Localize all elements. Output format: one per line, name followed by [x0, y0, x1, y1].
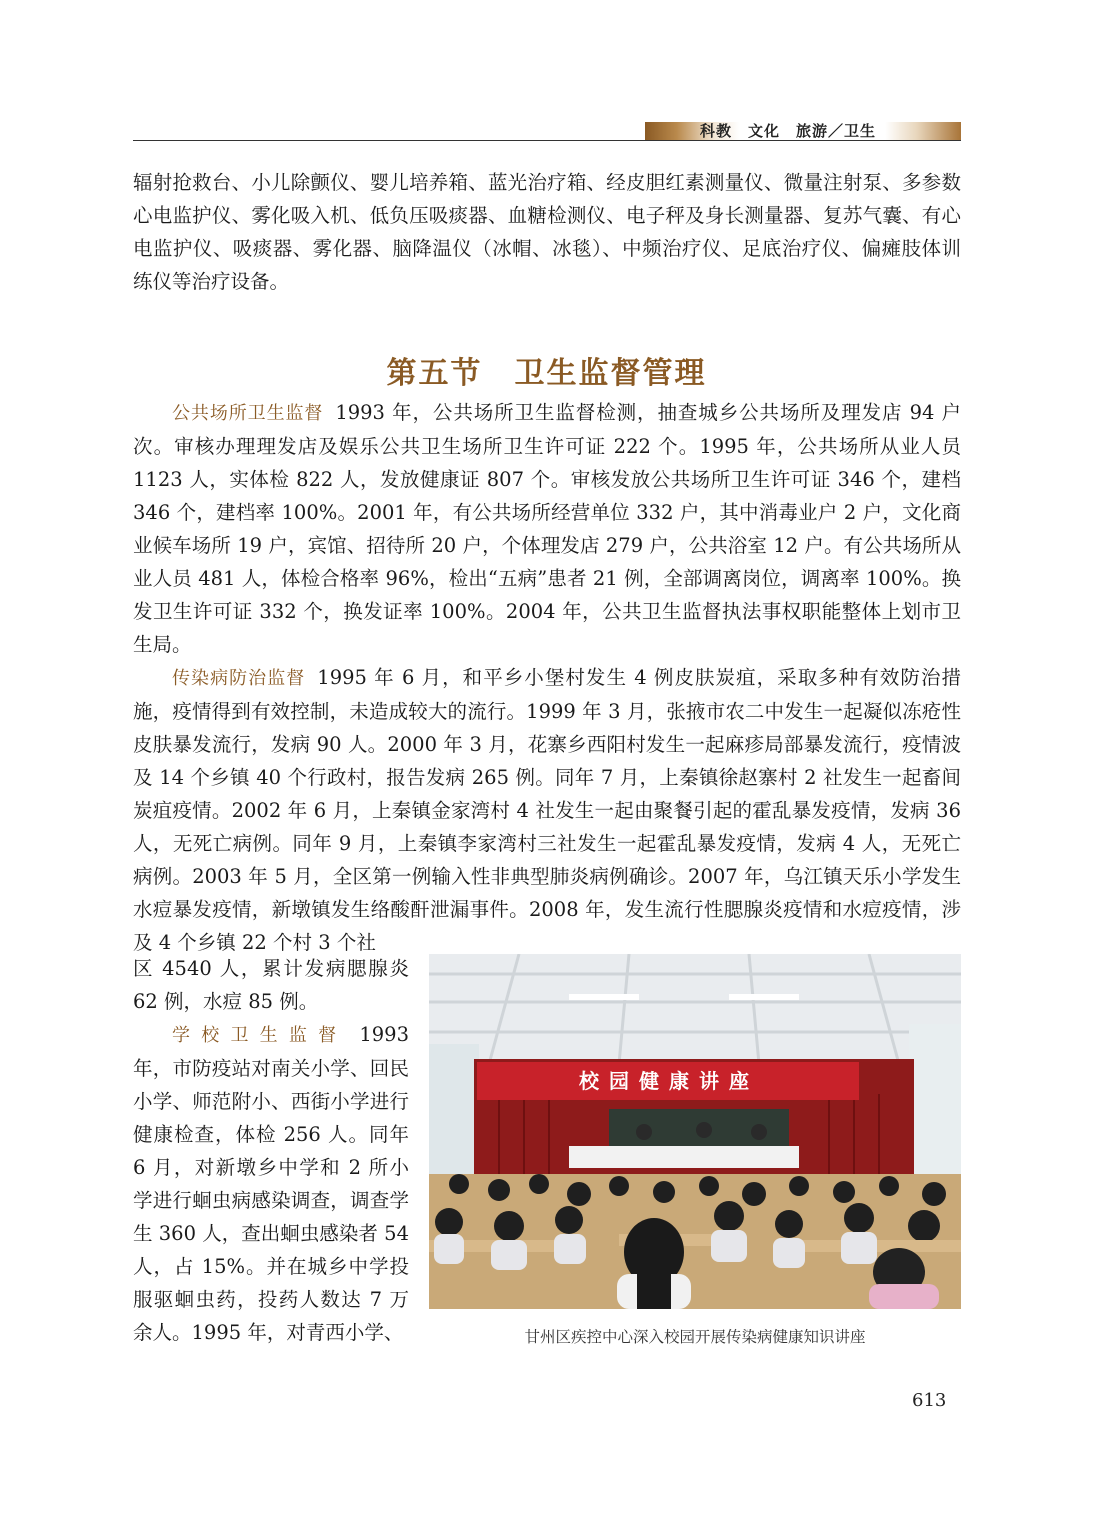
paragraph-keyword: 公共场所卫生监督: [172, 403, 324, 424]
paragraph-text: 1993 年，公共场所卫生监督检测，抽查城乡公共场所及理发店 94 户次。审核办理理发店及娱乐公共卫生场所卫生许可证 222 个。1995 年，公共场所从业人员 1123 人，实体检 822 人，发放健康证 807 个。审核发放公共场所卫生许可证 346 个，建档 346 个，建档率 100%。2001 年，有公共场所经营单位 332 户，其中消毒业户 2 户，文化商业候车场所 19 户，宾馆、招待所 20 户，个体理发店 279 户，公共浴室 12 户。有公共场所从业人员 481 人，体检合格率 96%，检出“五病”患者 21 例，全部调离岗位，调离率 100%。换发卫生许可证 332 个，换发证率 100%。2004 年，公共卫生监督执法事权职能整体上划市卫生局。: [133, 401, 961, 656]
page-number: 613: [912, 1390, 947, 1411]
intro-paragraph: 辐射抢救台、小儿除颤仪、婴儿培养箱、蓝光治疗箱、经皮胆红素测量仪、微量注射泵、多参数心电监护仪、雾化吸入机、低负压吸痰器、血糖检测仪、电子秤及身长测量器、复苏气囊、有心电监护仪、吸痰器、雾化器、脑降温仪（冰帽、冰毯）、中频治疗仪、足底治疗仪、偏瘫肢体训练仪等治疗设备。: [133, 171, 961, 293]
photo-caption: 甘州区疾控中心深入校园开展传染病健康知识讲座: [524, 1328, 866, 1346]
lecture-photo: [429, 954, 961, 1309]
paragraph-school-health: [133, 1018, 409, 1349]
section-title: 第五节 卫生监督管理: [386, 355, 707, 391]
paragraph-keyword: 学校卫生监督: [172, 1025, 348, 1046]
banner-text: 校园健康讲座: [579, 1069, 759, 1093]
running-header: 科教 文化 旅游／卫生: [700, 122, 877, 140]
column-text: [133, 952, 409, 1349]
paragraph-text: 1995 年 6 月，和平乡小堡村发生 4 例皮肤炭疽，采取多种有效防治措施，疫情得到有效控制，未造成较大的流行。1999 年 3 月，张掖市农二中发生一起凝似冻疮性皮肤暴发流行，发病 90 人。2000 年 3 月，花寨乡西阳村发生一起麻疹局部暴发流行，疫情波及 14 个乡镇 40 个行政村，报告发病 265 例。同年 7 月，上秦镇徐赵寨村 2 社发生一起畜间炭疽疫情。2002 年 6 月，上秦镇金家湾村 4 社发生一起由聚餐引起的霍乱暴发疫情，发病 36 人，无死亡病例。同年 9 月，上秦镇李家湾村三社发生一起霍乱暴发疫情，发病 4 人，无死亡病例。2003 年 5 月，全区第一例输入性非典型肺炎病例确诊。2007 年，乌江镇天乐小学发生水痘暴发疫情，新墩镇发生络酸酐泄漏事件。2008 年，发生流行性腮腺炎疫情和水痘疫情，涉及 4 个乡镇 22 个村 3 个社: [133, 666, 961, 954]
continuation-text: 区 4540 人，累计发病腮腺炎 62 例，水痘 85 例。: [133, 957, 409, 1013]
paragraph-infectious-disease: [133, 661, 961, 959]
paragraph-public-places: [133, 396, 961, 661]
paragraph-text: 1993 年，市防疫站对南关小学、回民小学、师范附小、西街小学进行健康检查，体检 256 人。同年 6 月，对新墩乡中学和 2 所小学进行蛔虫病感染调查，调查学生 360 人，查出蛔虫感染者 54 人，占 15%。并在城乡中学投服驱蛔虫药，投药人数达 7 万余人。1995 年，对青西小学、: [133, 1023, 409, 1344]
paragraph-keyword: 传染病防治监督: [172, 668, 306, 689]
body-text: [133, 396, 961, 959]
